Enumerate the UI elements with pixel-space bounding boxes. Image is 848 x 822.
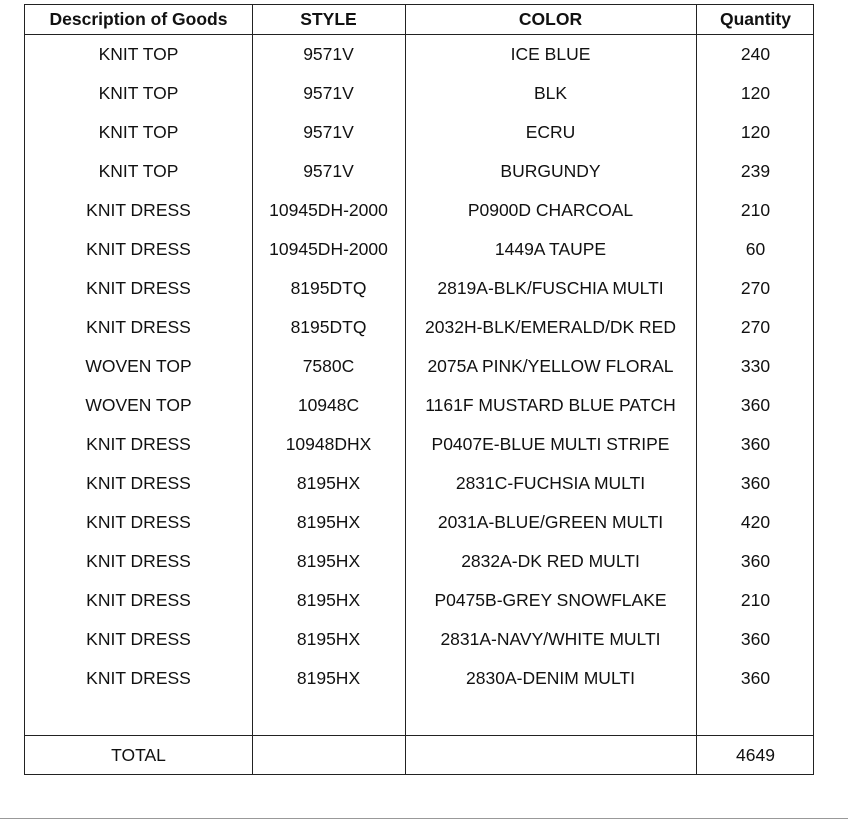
row-description: KNIT TOP xyxy=(98,82,179,103)
row-quantity: 270 xyxy=(740,316,771,337)
row-quantity: 360 xyxy=(740,394,771,415)
table-row xyxy=(25,152,813,191)
row-style: 10945DH-2000 xyxy=(269,238,388,259)
total-style xyxy=(252,736,405,774)
row-style: 8195HX xyxy=(296,473,361,494)
row-quantity: 360 xyxy=(740,434,771,454)
row-color: ICE BLUE xyxy=(510,43,591,64)
row-quantity: 120 xyxy=(740,82,771,103)
row-color: P0475B-GREY SNOWFLAKE xyxy=(434,590,667,611)
row-quantity: 270 xyxy=(740,277,771,298)
row-description: KNIT DRESS xyxy=(86,668,191,689)
table-row xyxy=(25,425,813,464)
row-description: WOVEN TOP xyxy=(85,355,192,376)
row-description: KNIT DRESS xyxy=(86,199,191,220)
row-description: KNIT DRESS xyxy=(86,629,191,650)
row-quantity: 239 xyxy=(740,160,771,181)
table-row xyxy=(25,542,813,581)
row-color: P0407E-BLUE MULTI STRIPE xyxy=(431,434,670,454)
row-description: KNIT DRESS xyxy=(86,473,191,494)
row-description: KNIT DRESS xyxy=(86,434,191,454)
page-bottom-rule xyxy=(0,818,848,819)
row-color: 1161F MUSTARD BLUE PATCH xyxy=(425,394,676,415)
table-row xyxy=(25,347,813,386)
row-style: 10948DHX xyxy=(285,434,372,454)
row-description: WOVEN TOP xyxy=(85,394,192,415)
row-quantity: 360 xyxy=(740,629,771,650)
row-style: 7580C xyxy=(302,355,355,376)
goods-table xyxy=(24,4,814,775)
row-color: 2831A-NAVY/WHITE MULTI xyxy=(440,629,661,650)
row-color: BURGUNDY xyxy=(500,160,601,181)
total-quantity: 4649 xyxy=(736,744,775,765)
row-color: 2830A-DENIM MULTI xyxy=(466,668,635,689)
row-style: 10945DH-2000 xyxy=(269,199,388,220)
header-quantity: Quantity xyxy=(720,9,791,29)
row-description: KNIT TOP xyxy=(98,121,179,142)
total-row xyxy=(25,736,813,774)
row-description: KNIT DRESS xyxy=(86,512,191,533)
table-row xyxy=(25,191,813,230)
row-quantity: 360 xyxy=(740,551,771,572)
row-description: KNIT DRESS xyxy=(86,551,191,572)
row-color: BLK xyxy=(533,82,568,103)
row-color: 2831C-FUCHSIA MULTI xyxy=(455,473,646,494)
row-quantity: 360 xyxy=(740,473,771,494)
row-color: 2031A-BLUE/GREEN MULTI xyxy=(437,512,664,533)
table-row xyxy=(25,308,813,347)
row-style: 9571V xyxy=(303,160,354,181)
row-quantity: 210 xyxy=(740,199,771,220)
table-row xyxy=(25,386,813,425)
row-description: KNIT DRESS xyxy=(86,238,191,259)
row-description: KNIT TOP xyxy=(98,43,179,64)
row-style: 9571V xyxy=(303,43,354,64)
row-quantity: 240 xyxy=(740,43,771,64)
row-style: 8195HX xyxy=(296,551,361,572)
row-style: 9571V xyxy=(303,121,354,142)
table-row xyxy=(25,113,813,152)
row-style: 9571V xyxy=(303,82,354,103)
header-description: Description of Goods xyxy=(49,9,228,29)
total-color xyxy=(405,736,696,774)
row-quantity: 60 xyxy=(745,238,766,259)
row-quantity: 210 xyxy=(740,590,771,611)
row-color: ECRU xyxy=(525,121,576,142)
table-row xyxy=(25,269,813,308)
total-label: TOTAL xyxy=(111,744,166,765)
table-row xyxy=(25,503,813,542)
table-row xyxy=(25,620,813,659)
row-description: KNIT DRESS xyxy=(86,590,191,611)
row-style: 8195DTQ xyxy=(290,277,367,298)
table-row xyxy=(25,74,813,113)
row-quantity: 420 xyxy=(740,512,771,533)
row-description: KNIT TOP xyxy=(98,160,179,181)
row-color: 2075A PINK/YELLOW FLORAL xyxy=(427,355,674,376)
row-style: 8195HX xyxy=(296,629,361,650)
row-style: 8195HX xyxy=(296,512,361,533)
header-color: COLOR xyxy=(518,9,583,29)
row-color: 2832A-DK RED MULTI xyxy=(461,551,640,572)
table-row xyxy=(25,230,813,269)
row-color: P0900D CHARCOAL xyxy=(467,199,634,220)
row-color: 2032H-BLK/EMERALD/DK RED xyxy=(425,316,676,337)
row-color: 2819A-BLK/FUSCHIA MULTI xyxy=(437,277,664,298)
table-row xyxy=(25,35,813,74)
row-quantity: 360 xyxy=(740,668,771,689)
row-quantity: 330 xyxy=(740,355,771,376)
header-style: STYLE xyxy=(300,9,357,29)
table-row xyxy=(25,581,813,620)
row-style: 8195HX xyxy=(296,668,361,689)
table-row xyxy=(25,464,813,503)
row-style: 10948C xyxy=(297,394,360,415)
row-description: KNIT DRESS xyxy=(86,316,191,337)
table-row xyxy=(25,659,813,698)
row-color: 1449A TAUPE xyxy=(494,238,607,259)
row-style: 8195HX xyxy=(296,590,361,611)
row-quantity: 120 xyxy=(740,121,771,142)
row-style: 8195DTQ xyxy=(290,316,367,337)
row-description: KNIT DRESS xyxy=(86,277,191,298)
table-header-row xyxy=(25,5,813,34)
